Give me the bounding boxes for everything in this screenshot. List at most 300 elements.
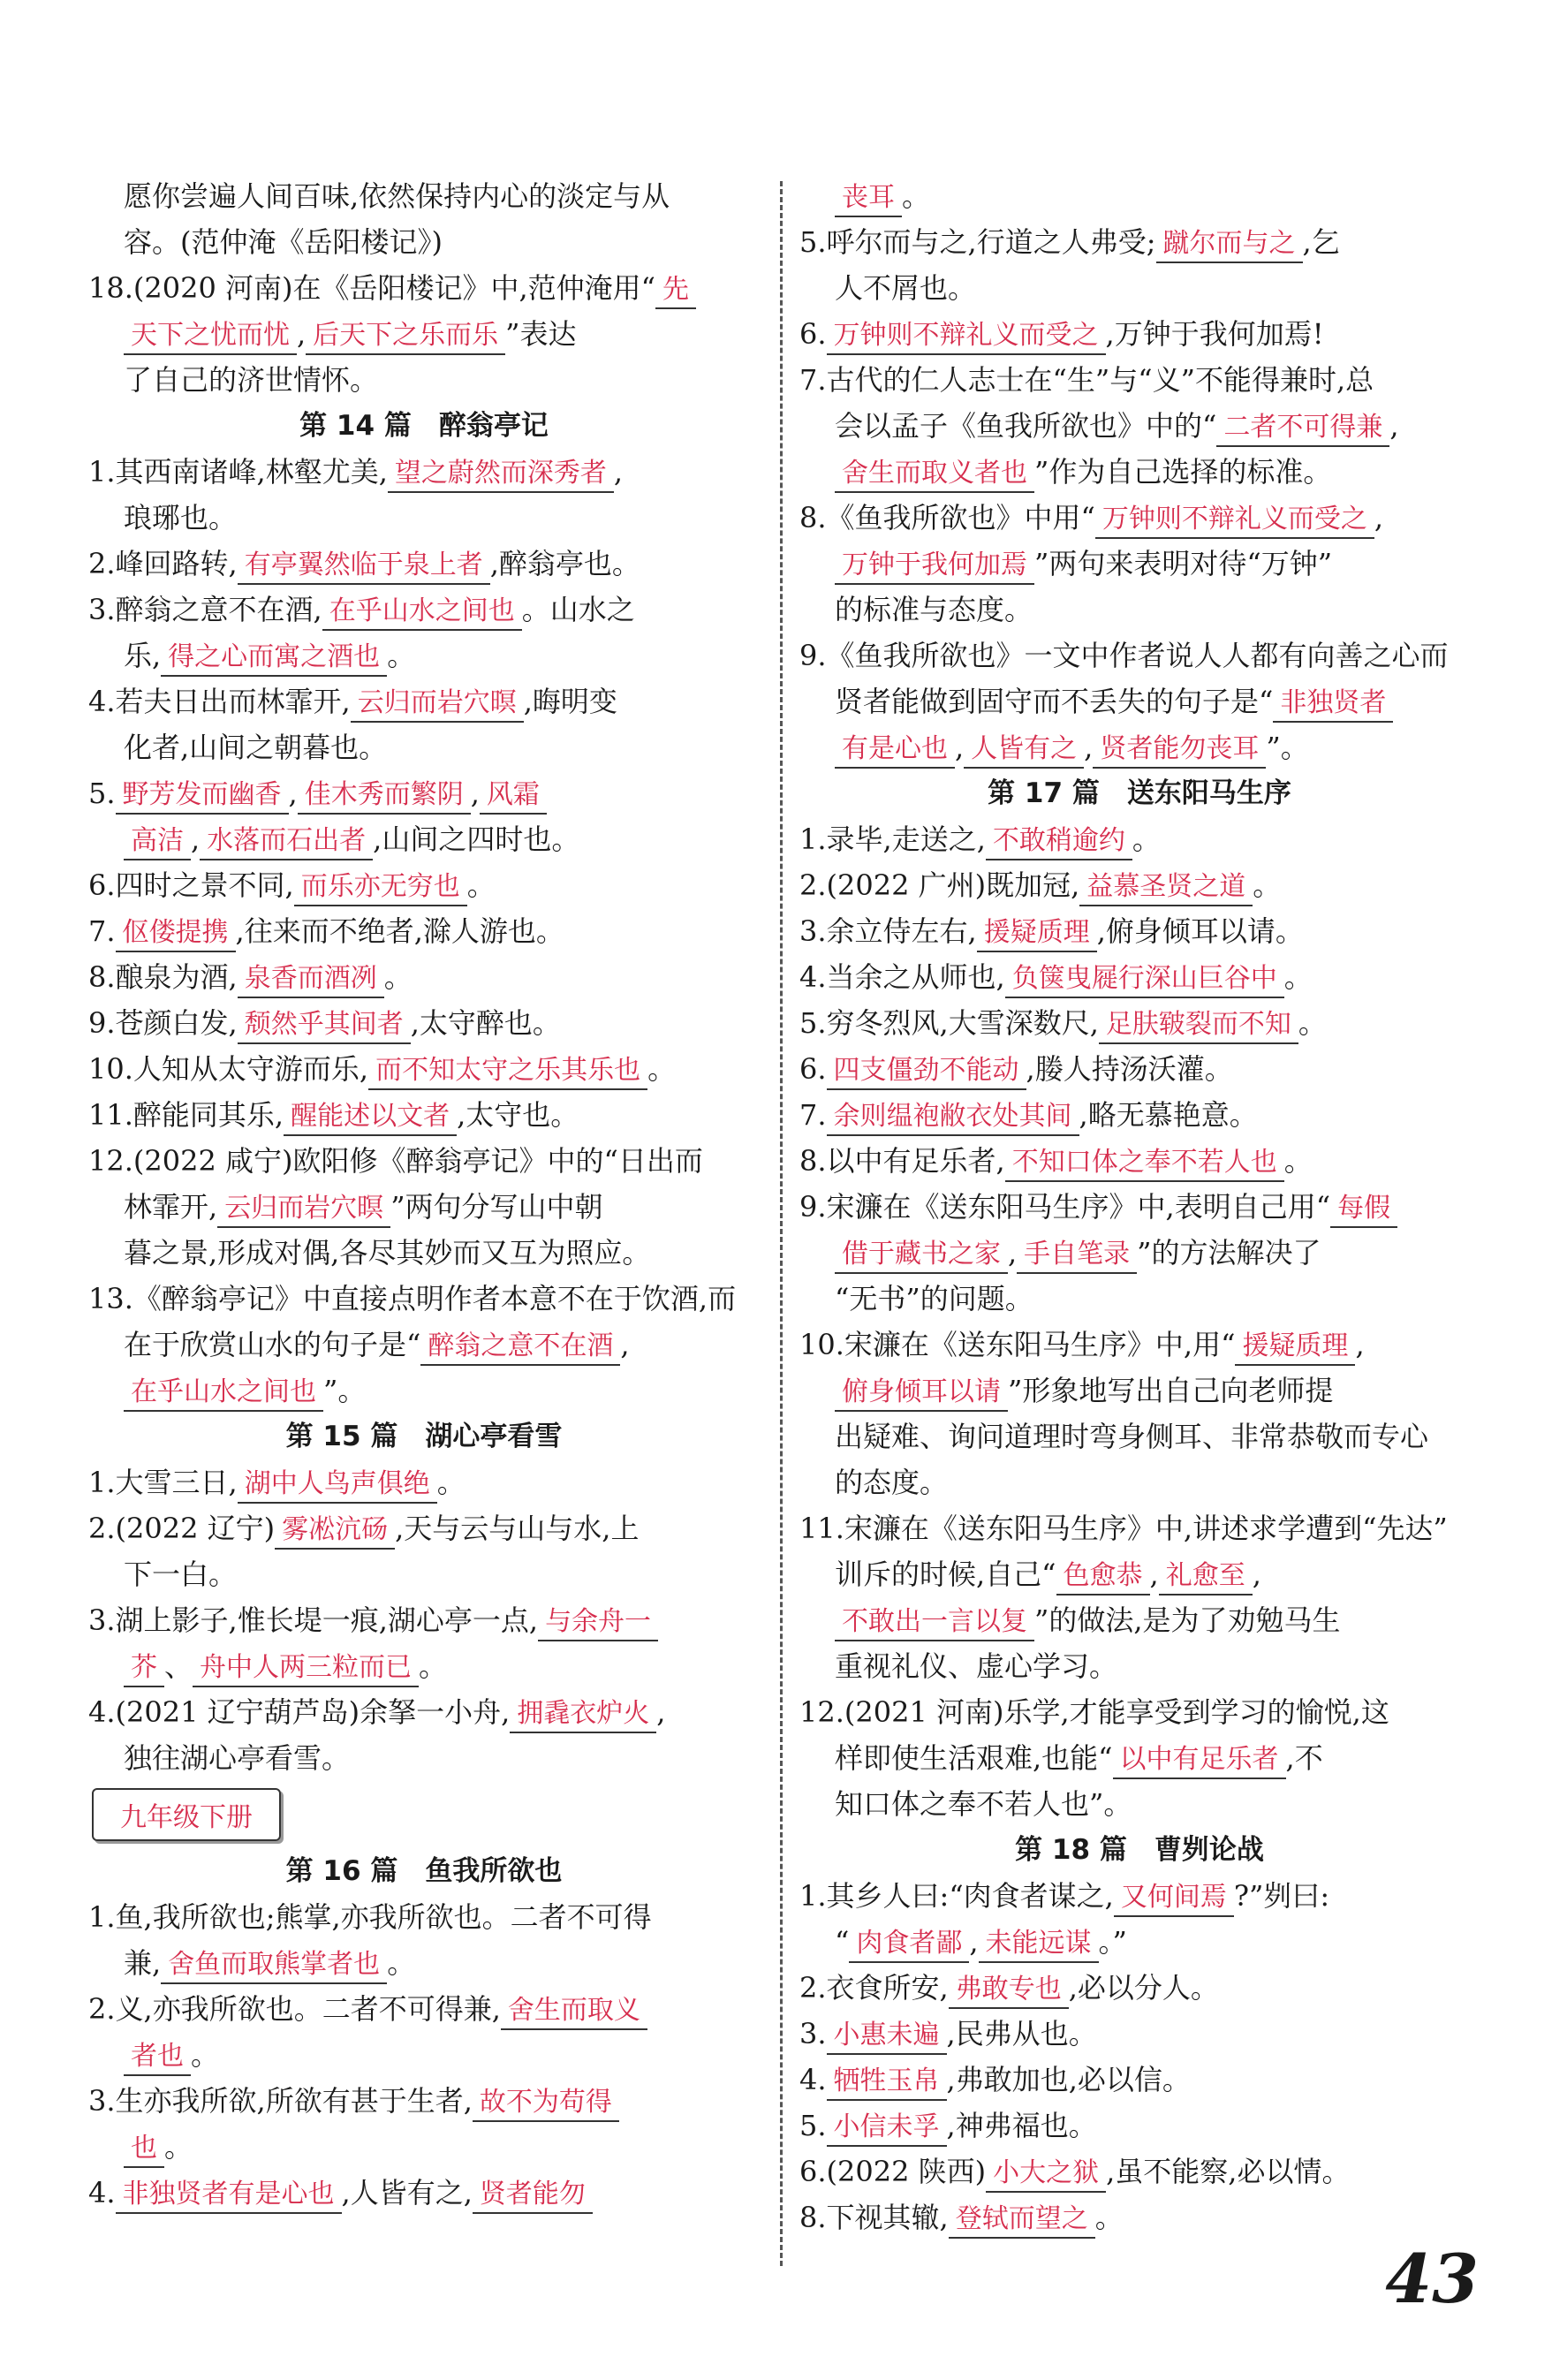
line-text: 5. — [799, 2109, 827, 2142]
line-text: ,俯身倾耳以请。 — [1096, 914, 1304, 948]
line-text: 1.其乡人曰:“肉食者谋之, — [799, 1879, 1114, 1913]
text-line — [799, 724, 1480, 770]
line-text: 会以孟子《鱼我所欲也》中的“ — [835, 409, 1217, 443]
text-line — [88, 724, 760, 770]
text-line — [799, 311, 1480, 357]
answer-blank: 俯身倾耳以请 — [835, 1375, 1008, 1412]
line-text: 2.衣食所安, — [799, 1971, 949, 2005]
text-line — [799, 2194, 1480, 2240]
line-text: 样即使生活艰难,也能“ — [835, 1741, 1113, 1775]
line-text: 10.宋濂在《送东阳马生序》中,用“ — [799, 1328, 1236, 1361]
line-text: 9.苍颜白发, — [88, 1006, 238, 1040]
line-text: 8.下视其辙, — [799, 2201, 949, 2234]
text-line — [88, 1643, 760, 1689]
line-text: ”表达 — [505, 317, 577, 351]
line-text: , — [297, 317, 307, 351]
text-line — [88, 1505, 760, 1551]
answer-blank: 舍鱼而取熊掌者也 — [161, 1947, 387, 1984]
text-line — [799, 2011, 1480, 2057]
line-text: 贤者能做到固守而不丢失的句子是“ — [835, 685, 1274, 718]
text-line — [88, 816, 760, 862]
line-text: 独往湖心亭看雪。 — [124, 1741, 351, 1775]
text-line — [799, 633, 1480, 678]
answer-blank: 野芳发而幽香 — [116, 777, 289, 815]
answer-blank: 登轼而望之 — [949, 2202, 1095, 2239]
line-text: 出疑难、询问道理时弯身侧耳、非常恭敬而专心 — [835, 1420, 1429, 1453]
text-line — [88, 1046, 760, 1092]
text-line — [799, 1919, 1480, 1965]
line-text: 2.(2022 广州)既加冠, — [799, 868, 1080, 902]
text-line — [88, 587, 760, 633]
answer-blank: 后天下之乐而乐 — [306, 318, 505, 355]
line-text: , — [1008, 1236, 1018, 1270]
line-text: 8.《鱼我所欲也》中用“ — [799, 501, 1095, 534]
line-text: , — [955, 731, 965, 764]
text-line — [88, 1276, 760, 1322]
answer-blank: 以中有足乐者 — [1113, 1742, 1286, 1779]
text-line — [799, 908, 1480, 954]
text-line — [88, 1894, 760, 1940]
text-line — [799, 1735, 1480, 1781]
text-line — [88, 1735, 760, 1781]
line-text: 训斥的时候,自己“ — [835, 1558, 1056, 1591]
text-line — [88, 2124, 760, 2170]
answer-blank: 丧耳 — [835, 180, 902, 217]
line-text: , — [470, 777, 480, 810]
text-line — [799, 495, 1480, 541]
line-text: 8.以中有足乐者, — [799, 1144, 1005, 1178]
line-text: , — [1374, 501, 1384, 534]
line-text: ”两句来表明对待“万钟” — [1034, 547, 1333, 580]
line-text: ”的方法解决了 — [1137, 1236, 1321, 1270]
line-text: 1.鱼,我所欲也;熊掌,亦我所欲也。二者不可得 — [88, 1900, 652, 1934]
answer-blank: 芥 — [124, 1650, 164, 1687]
answer-blank: 与余舟一 — [538, 1604, 658, 1641]
line-text: 。 — [1283, 1144, 1313, 1178]
text-line — [88, 1000, 760, 1046]
text-line — [88, 449, 760, 495]
line-text: 4. — [799, 2063, 827, 2096]
text-line — [88, 1689, 760, 1735]
answer-blank: 在乎山水之间也 — [322, 594, 522, 631]
line-text: 4.若夫日出而林霏开, — [88, 685, 351, 718]
line-text: 。 — [902, 179, 931, 213]
text-line — [88, 311, 760, 357]
line-text: ”。 — [1266, 731, 1309, 764]
text-line — [88, 2032, 760, 2078]
text-line — [799, 678, 1480, 724]
text-line — [799, 1965, 1480, 2011]
line-text: ?”刿曰: — [1233, 1879, 1330, 1913]
answer-blank: 舟中人两三粒而已 — [193, 1650, 419, 1687]
text-line — [799, 1597, 1480, 1643]
line-text: 1.大雪三日, — [88, 1466, 238, 1499]
text-line — [88, 1322, 760, 1368]
answer-blank: 舍生而取义者也 — [835, 456, 1034, 493]
text-line — [88, 770, 760, 816]
line-text: 。 — [1298, 1006, 1327, 1040]
answer-blank: 不敢稍逾约 — [986, 823, 1132, 860]
line-text: 11.宋濂在《送东阳马生序》中,讲述求学遭到“先达” — [799, 1512, 1448, 1545]
line-text: ”作为自己选择的标准。 — [1034, 455, 1332, 489]
line-text: 6. — [799, 317, 827, 351]
line-text: 3. — [799, 2017, 827, 2050]
text-line — [88, 1230, 760, 1276]
line-text: 1.录毕,走送之, — [799, 822, 986, 856]
text-line — [88, 678, 760, 724]
line-text: 1.其西南诸峰,林壑尤美, — [88, 455, 388, 489]
line-text: 下一白。 — [124, 1558, 238, 1591]
line-text: 2.义,亦我所欲也。二者不可得兼, — [88, 1992, 501, 2026]
line-text: “ — [835, 1925, 850, 1959]
answer-blank: 贤者能勿丧耳 — [1093, 731, 1266, 769]
line-text: 容。(范仲淹《岳阳楼记》) — [124, 225, 443, 259]
line-text: 的态度。 — [835, 1466, 949, 1499]
line-text: 3.湖上影子,惟长堤一痕,湖心亭一点, — [88, 1603, 539, 1637]
line-text: 4. — [88, 2176, 116, 2209]
left-column — [88, 173, 760, 2216]
answer-blank: 非独贤者 — [1273, 686, 1393, 723]
text-line — [88, 862, 760, 908]
answer-blank: 色愈恭 — [1056, 1558, 1150, 1596]
line-text: ,山间之四时也。 — [373, 822, 580, 856]
answer-blank: 泉香而酒冽 — [238, 961, 384, 998]
answer-blank: 弗敢专也 — [949, 1972, 1069, 2009]
line-text: ,太守醉也。 — [410, 1006, 561, 1040]
answer-blank: 援疑质理 — [1235, 1329, 1355, 1366]
text-line — [799, 357, 1480, 403]
page-number: 43 — [1385, 2240, 1479, 2318]
line-text: 7. — [799, 1098, 827, 1132]
answer-blank: 牺牲玉帛 — [827, 2064, 947, 2101]
answer-blank: 拥毳衣炉火 — [510, 1696, 656, 1733]
text-line — [88, 1551, 760, 1597]
text-line — [88, 1940, 760, 1986]
text-line — [799, 541, 1480, 587]
line-text: 5.穷冬烈风,大雪深数尺, — [799, 1006, 1099, 1040]
line-text: 重视礼仪、虚心学习。 — [835, 1649, 1118, 1683]
answer-blank: 万钟则不辩礼义而受之 — [827, 318, 1106, 355]
line-text: ”形象地写出自己向老师提 — [1008, 1374, 1334, 1407]
line-text: 7.古代的仁人志士在“生”与“义”不能得兼时,总 — [799, 363, 1374, 397]
answer-blank: 佳木秀而繁阴 — [298, 777, 471, 815]
text-line — [88, 908, 760, 954]
line-text: , — [1084, 731, 1094, 764]
text-line — [799, 449, 1480, 495]
text-line — [88, 2078, 760, 2124]
answer-blank: 小信未孚 — [827, 2110, 947, 2147]
line-text: ,神弗福也。 — [946, 2109, 1097, 2142]
text-line — [88, 1092, 760, 1138]
line-text: 10.人知从太守游而乐, — [88, 1052, 369, 1086]
answer-blank: 天下之忧而忧 — [124, 318, 297, 355]
answer-blank: 足肤皲裂而不知 — [1099, 1007, 1298, 1044]
answer-blank: 人皆有之 — [964, 731, 1084, 769]
answer-blank: 得之心而寓之酒也 — [161, 640, 387, 677]
line-text: 。 — [1283, 960, 1313, 994]
text-line — [799, 1322, 1480, 1368]
line-text: 。 — [647, 1052, 677, 1086]
text-line — [799, 1000, 1480, 1046]
line-text: ,略无慕艳意。 — [1079, 1098, 1258, 1132]
answer-blank: 者也 — [124, 2039, 191, 2076]
line-text: , — [656, 1695, 666, 1729]
answer-blank: 贤者能勿 — [473, 2177, 593, 2214]
line-text: 3.醉翁之意不在酒, — [88, 593, 322, 626]
line-text: 。 — [387, 639, 416, 672]
line-text: 乐, — [124, 639, 162, 672]
text-line — [799, 1459, 1480, 1505]
line-text: 、 — [164, 1649, 193, 1683]
line-text: ,天与云与山与水,上 — [395, 1512, 640, 1545]
answer-blank: 云归而岩穴暝 — [351, 686, 524, 723]
line-text: 13.《醉翁亭记》中直接点明作者本意不在于饮酒,而 — [88, 1282, 737, 1315]
line-text: ,万钟于我何加焉! — [1105, 317, 1324, 351]
text-line — [799, 862, 1480, 908]
line-text: 。山水之 — [521, 593, 635, 626]
line-text: 5. — [88, 777, 116, 810]
section-heading: 第 15 篇 湖心亭看雪 — [285, 1421, 563, 1452]
text-line — [799, 816, 1480, 862]
text-line — [799, 1046, 1480, 1092]
line-text: ,弗敢加也,必以信。 — [946, 2063, 1191, 2096]
answer-blank: 在乎山水之间也 — [124, 1375, 323, 1412]
answer-blank: 风霜 — [480, 777, 547, 815]
line-text: 。 — [419, 1649, 448, 1683]
text-line — [799, 1781, 1480, 1827]
answer-blank: 不敢出一言以复 — [835, 1604, 1034, 1641]
text-line — [799, 1689, 1480, 1735]
line-text: ,民弗从也。 — [946, 2017, 1097, 2050]
line-text: 11.醉能同其乐, — [88, 1098, 284, 1132]
answer-blank: 而不知太守之乐其乐也 — [368, 1053, 647, 1090]
line-text: 。” — [1098, 1925, 1127, 1959]
grade-label: 九年级下册 — [92, 1788, 281, 1841]
answer-blank: 也 — [124, 2131, 164, 2168]
line-text: 暮之景,形成对偶,各尽其妙而又互为照应。 — [124, 1236, 651, 1270]
text-line — [88, 1597, 760, 1643]
answer-blank: 手自笔录 — [1017, 1237, 1137, 1274]
line-text: 7. — [88, 914, 116, 948]
line-text: ,必以分人。 — [1068, 1971, 1219, 2005]
line-text: 18.(2020 河南)在《岳阳楼记》中,范仲淹用“ — [88, 271, 656, 305]
text-line — [88, 219, 760, 265]
answer-blank: 醉翁之意不在酒 — [420, 1329, 620, 1366]
line-text: ,醉翁亭也。 — [489, 547, 640, 580]
grade-box-row — [88, 1781, 760, 1848]
answer-blank: 云归而岩穴暝 — [217, 1191, 390, 1228]
line-text: , — [288, 777, 298, 810]
text-line — [799, 1368, 1480, 1414]
answer-blank: 万钟则不辩礼义而受之 — [1095, 502, 1374, 539]
answer-blank: 伛偻提携 — [116, 915, 236, 952]
answer-blank: 不知口体之奉不若人也 — [1005, 1145, 1284, 1182]
answer-blank: 每假 — [1330, 1191, 1397, 1228]
answer-blank: 望之蔚然而深秀者 — [388, 456, 614, 493]
line-text: 9.《鱼我所欲也》一文中作者说人人都有向善之心而 — [799, 639, 1449, 672]
answer-blank: 二者不可得兼 — [1216, 410, 1389, 447]
answer-blank: 小大之狱 — [986, 2156, 1106, 2193]
answer-blank: 小惠未遍 — [827, 2018, 947, 2055]
text-line — [799, 403, 1480, 449]
text-line — [799, 1551, 1480, 1597]
answer-blank: 有亭翼然临于泉上者 — [238, 548, 490, 585]
answer-blank: 先 — [655, 272, 696, 309]
column-divider — [780, 181, 783, 2266]
line-text: 。 — [1253, 868, 1282, 902]
answer-blank: 非独贤者有是心也 — [116, 2177, 342, 2214]
answer-blank: 礼愈至 — [1159, 1558, 1253, 1596]
text-line — [799, 1505, 1480, 1551]
line-text: 8.酿泉为酒, — [88, 960, 238, 994]
line-text: , — [1252, 1558, 1261, 1591]
line-text: ”的做法,是为了劝勉马生 — [1034, 1603, 1341, 1637]
line-text: ,乞 — [1302, 225, 1340, 259]
text-line — [799, 173, 1480, 219]
line-text: ,媵人持汤沃灌。 — [1026, 1052, 1233, 1086]
text-line — [799, 2149, 1480, 2194]
line-text: 2.峰回路转, — [88, 547, 238, 580]
section-heading: 第 18 篇 曹刿论战 — [1015, 1834, 1264, 1866]
line-text: 人不屑也。 — [835, 271, 977, 305]
line-text: 4.(2021 辽宁葫芦岛)余拏一小舟, — [88, 1695, 511, 1729]
line-text: ,往来而不绝者,滁人游也。 — [235, 914, 564, 948]
line-text: , — [191, 822, 201, 856]
text-line — [88, 1459, 760, 1505]
right-column — [799, 173, 1480, 2240]
text-line — [88, 633, 760, 678]
text-line — [88, 2170, 760, 2216]
line-text: 4.当余之从师也, — [799, 960, 1005, 994]
answer-blank: 四支僵劲不能动 — [827, 1053, 1026, 1090]
line-text: 。 — [1094, 2201, 1124, 2234]
text-line — [88, 1986, 760, 2032]
line-text: 3.生亦我所欲,所欲有甚于生者, — [88, 2084, 473, 2118]
text-line — [88, 265, 760, 311]
answer-blank: 援疑质理 — [977, 915, 1097, 952]
text-line — [799, 1138, 1480, 1184]
answer-blank: 余则缊袍敝衣处其间 — [827, 1099, 1079, 1136]
line-text: 。 — [191, 2038, 220, 2072]
line-text: ,晦明变 — [523, 685, 617, 718]
text-line — [799, 1873, 1480, 1919]
line-text: 6.四时之景不同, — [88, 868, 294, 902]
text-line — [799, 1643, 1480, 1689]
text-line — [799, 1184, 1480, 1230]
line-text: 。 — [1132, 822, 1161, 856]
line-text: , — [1149, 1558, 1159, 1591]
text-line — [799, 1092, 1480, 1138]
line-text: , — [1355, 1328, 1365, 1361]
text-line — [799, 1276, 1480, 1322]
line-text: 。 — [466, 868, 496, 902]
answer-blank: 负箧曳屣行深山巨谷中 — [1005, 961, 1284, 998]
text-line — [799, 1414, 1480, 1459]
line-text: 了自己的济世情怀。 — [124, 363, 379, 397]
answer-blank: 颓然乎其间者 — [238, 1007, 411, 1044]
line-text: 化者,山间之朝暮也。 — [124, 731, 388, 764]
line-text: 。 — [387, 1946, 416, 1980]
line-text: 2.(2022 辽宁) — [88, 1512, 276, 1545]
answer-blank: 万钟于我何加焉 — [835, 548, 1034, 585]
line-text: ,人皆有之, — [341, 2176, 473, 2209]
line-text: ”。 — [323, 1374, 367, 1407]
answer-blank: 舍生而取义 — [501, 1993, 647, 2030]
line-text: 9.宋濂在《送东阳马生序》中,表明自己用“ — [799, 1190, 1331, 1224]
answer-blank: 益慕圣贤之道 — [1079, 869, 1253, 906]
text-line — [88, 1138, 760, 1184]
text-line — [88, 1368, 760, 1414]
line-text: ,虽不能察,必以情。 — [1106, 2155, 1351, 2188]
answer-blank: 未能远谋 — [979, 1926, 1099, 1963]
answer-blank: 雾凇沆砀 — [275, 1512, 395, 1550]
line-text: , — [620, 1328, 630, 1361]
text-line — [88, 495, 760, 541]
text-line — [88, 954, 760, 1000]
line-text: 琅琊也。 — [124, 501, 238, 534]
answer-blank: 蹴尔而与之 — [1156, 226, 1303, 263]
line-text: ”两句分写山中朝 — [390, 1190, 603, 1224]
line-text: 12.(2022 咸宁)欧阳修《醉翁亭记》中的“日出而 — [88, 1144, 703, 1178]
line-text: 5.呼尔而与之,行道之人弗受; — [799, 225, 1156, 259]
line-text: 。 — [164, 2130, 193, 2164]
answer-blank: 而乐亦无穷也 — [294, 869, 467, 906]
line-text: 愿你尝遍人间百味,依然保持内心的淡定与从 — [124, 179, 670, 213]
text-line — [799, 2103, 1480, 2149]
text-line — [799, 587, 1480, 633]
section-heading: 第 16 篇 鱼我所欲也 — [285, 1855, 563, 1887]
answer-blank: 肉食者鄙 — [849, 1926, 969, 1963]
text-line — [88, 541, 760, 587]
answer-blank: 有是心也 — [835, 731, 955, 769]
answer-blank: 湖中人鸟声俱绝 — [238, 1467, 437, 1504]
answer-blank: 水落而石出者 — [200, 823, 373, 860]
answer-blank: 高洁 — [124, 823, 191, 860]
answer-blank: 又何间焉 — [1114, 1880, 1234, 1917]
line-text: 12.(2021 河南)乐学,才能享受到学习的愉悦,这 — [799, 1695, 1389, 1729]
answer-blank: 醒能述以文者 — [284, 1099, 457, 1136]
line-text: 6.(2022 陕西) — [799, 2155, 987, 2188]
line-text: , — [1389, 409, 1399, 443]
line-text: 。 — [436, 1466, 466, 1499]
line-text: 林霏开, — [124, 1190, 218, 1224]
line-text: ,太守也。 — [457, 1098, 579, 1132]
line-text: , — [613, 455, 624, 489]
line-text: 知口体之奉不若人也”。 — [835, 1787, 1132, 1821]
text-line — [799, 954, 1480, 1000]
answer-blank: 故不为苟得 — [473, 2085, 619, 2122]
text-line — [799, 1230, 1480, 1276]
answer-blank: 借于藏书之家 — [835, 1237, 1008, 1274]
text-line — [88, 173, 760, 219]
line-text: 的标准与态度。 — [835, 593, 1033, 626]
text-line — [88, 357, 760, 403]
line-text: “无书”的问题。 — [835, 1282, 1033, 1315]
section-heading: 第 14 篇 醉翁亭记 — [299, 410, 549, 442]
text-line — [799, 265, 1480, 311]
text-line — [88, 1184, 760, 1230]
line-text: , — [969, 1925, 979, 1959]
line-text: 兼, — [124, 1946, 162, 1980]
line-text: 6. — [799, 1052, 827, 1086]
line-text: 3.余立侍左右, — [799, 914, 977, 948]
line-text: 在于欣赏山水的句子是“ — [124, 1328, 421, 1361]
line-text: ,不 — [1285, 1741, 1323, 1775]
text-line — [799, 219, 1480, 265]
section-heading: 第 17 篇 送东阳马生序 — [988, 777, 1291, 809]
line-text: 。 — [383, 960, 413, 994]
text-line — [799, 2057, 1480, 2103]
